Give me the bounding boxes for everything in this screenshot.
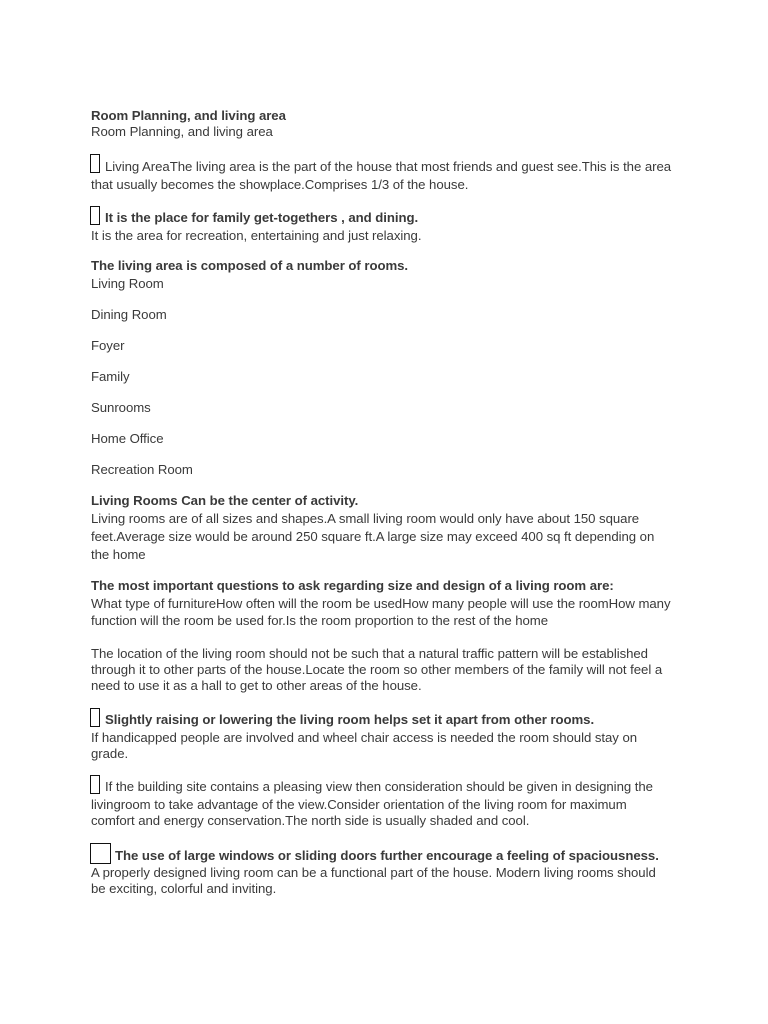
paragraph-line: that usually becomes the showplace.Comprises 1/3 of the house. [91, 177, 469, 192]
bullet-box-icon [90, 775, 100, 794]
paragraph-line: comfort and energy conservation.The north side is usually shaded and cool. [91, 813, 530, 828]
paragraph-line: livingroom to take advantage of the view.Consider orientation of the living room for maximum [91, 797, 627, 812]
paragraph-line: If handicapped people are involved and wheel chair access is needed the room should stay on [91, 730, 638, 745]
paragraph-line: need to use it as a hall to get to other areas of the house. [91, 678, 422, 693]
paragraph-line: Living AreaThe living area is the part of the house that most friends and guest see.This is the area [105, 159, 672, 174]
bold-paragraph-line: Slightly raising or lowering the living room helps set it apart from other rooms. [105, 712, 595, 727]
rooms-heading: The living area is composed of a number of rooms. [91, 258, 409, 273]
document-subheading: Room Planning, and living area [91, 124, 273, 139]
room-list-item: Sunrooms [91, 400, 151, 415]
paragraph-line: It is the area for recreation, entertaining and just relaxing. [91, 228, 422, 243]
room-list-item: Home Office [91, 431, 164, 446]
bold-paragraph-line: It is the place for family get-togethers , and dining. [105, 210, 419, 225]
bullet-box-icon [90, 843, 111, 864]
paragraph-line: through it to other parts of the house.Locate the room so other members of the family will not feel a [91, 662, 663, 677]
room-list-item: Family [91, 369, 130, 384]
paragraph-line: feet.Average size would be around 250 square ft.A large size may exceed 400 sq ft depending on [91, 529, 655, 544]
paragraph-line: The location of the living room should not be such that a natural traffic pattern will be established [91, 646, 648, 661]
bullet-box-icon [90, 206, 100, 225]
room-list-item: Dining Room [91, 307, 167, 322]
document-heading: Room Planning, and living area [91, 108, 286, 123]
paragraph-line: Living rooms are of all sizes and shapes.A small living room would only have about 150 square [91, 511, 640, 526]
room-list-item: Recreation Room [91, 462, 193, 477]
room-list-item: Living Room [91, 276, 164, 291]
paragraph-line: be exciting, colorful and inviting. [91, 881, 277, 896]
bullet-box-icon [90, 154, 100, 173]
paragraph-line: grade. [91, 746, 129, 761]
bold-paragraph-line: The use of large windows or sliding doors further encourage a feeling of spaciousness. [115, 848, 659, 863]
bullet-box-icon [90, 708, 100, 727]
living-rooms-heading: Living Rooms Can be the center of activity. [91, 493, 359, 508]
paragraph-line: A properly designed living room can be a functional part of the house. Modern living rooms should [91, 865, 656, 880]
paragraph-line: If the building site contains a pleasing view then consideration should be given in designing the [105, 779, 653, 794]
paragraph-line: function will the room be used for.Is the room proportion to the rest of the home [91, 613, 549, 628]
room-list-item: Foyer [91, 338, 125, 353]
questions-heading: The most important questions to ask regarding size and design of a living room are: [91, 578, 614, 593]
paragraph-line: the home [91, 547, 146, 562]
paragraph-line: What type of furnitureHow often will the room be usedHow many people will use the roomHow many [91, 596, 671, 611]
